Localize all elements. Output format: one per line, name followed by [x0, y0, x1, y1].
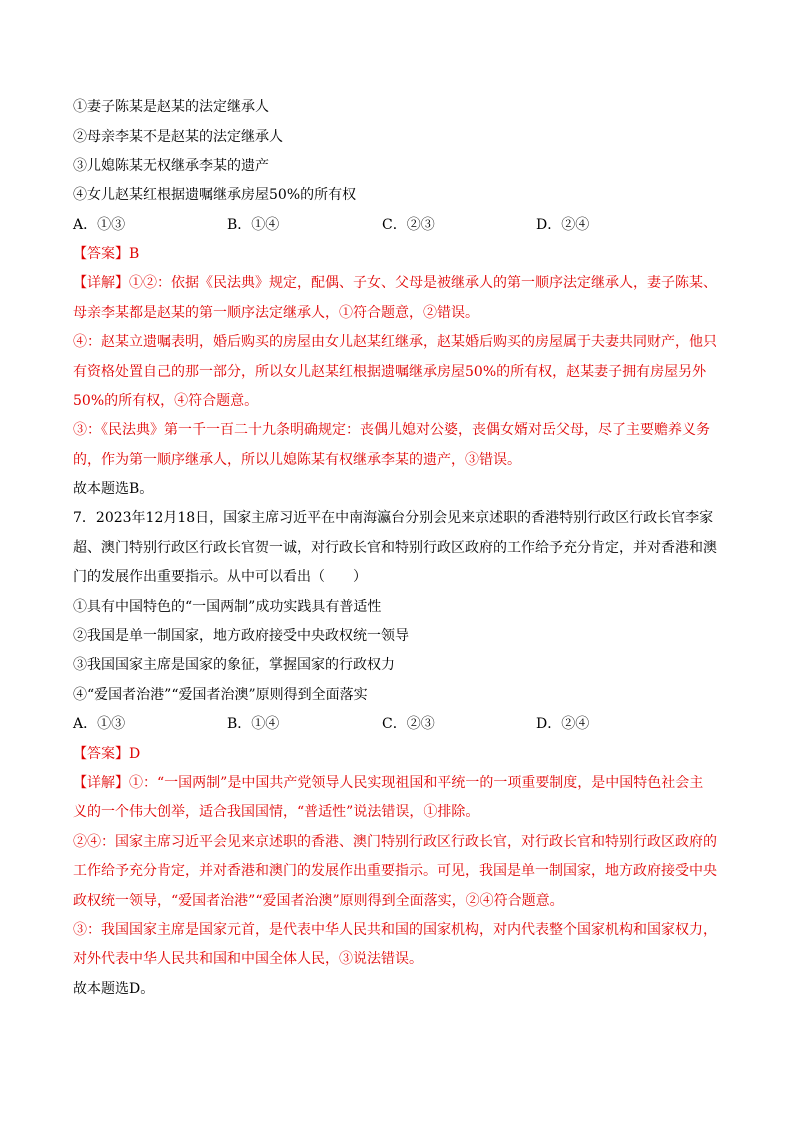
q6-detail-1-line-2: 母亲李某都是赵某的第一顺序法定继承人，①符合题意，②错误。	[73, 305, 479, 321]
q7-stem-line-2: 超、澳门特别行政区行政长官贺一诚，对行政长官和特别行政区政府的工作给予充分肯定，并对香港和澳	[73, 540, 717, 556]
q6-detail-1-line-1: 【详解】①②：依据《民法典》规定，配偶、子女、父母是被继承人的第一顺序法定继承人，妻子陈某、	[73, 275, 717, 291]
q7-option-c: C．②③	[382, 716, 435, 732]
q6-statement-1: ①妻子陈某是赵某的法定继承人	[73, 99, 269, 115]
q7-stem-line-1: 7．2023年12月18日，国家主席习近平在中南海瀛台分别会见来京述职的香港特别行政区行政长官李家	[73, 510, 714, 526]
q6-conclusion: 故本题选B。	[73, 481, 154, 497]
q7-detail-1-line-1: 【详解】①：“一国两制”是中国共产党领导人民实现祖国和平统一的一项重要制度，是中国特色社会主	[73, 775, 704, 791]
q7-conclusion: 故本题选D。	[73, 981, 155, 997]
q6-option-c: C．②③	[382, 217, 435, 233]
q7-statement-3: ③我国国家主席是国家的象征，掌握国家的行政权力	[73, 657, 395, 673]
q7-detail-2-line-3: 政权统一领导，“爱国者治港”“爱国者治澳”原则得到全面落实，②④符合题意。	[73, 893, 564, 909]
q7-detail-1-line-2: 义的一个伟大创举，适合我国国情，“普适性”说法错误，①排除。	[73, 804, 480, 820]
q6-detail-3-line-1: ③：《民法典》第一千一百二十九条明确规定：丧偶儿媳对公婆，丧偶女婿对岳父母，尽了主要赡养义务	[73, 422, 710, 438]
q6-detail-2-line-2: 有资格处置自己的那一部分，所以女儿赵某红根据遗嘱继承房屋50%的所有权，赵某妻子拥有房屋另外	[73, 364, 707, 380]
q6-statement-4: ④女儿赵某红根据遗嘱继承房屋50%的所有权	[73, 187, 357, 203]
q6-detail-3-line-2: 的，作为第一顺序继承人，所以儿媳陈某有权继承李某的遗产，③错误。	[73, 452, 521, 468]
q6-statement-3: ③儿媳陈某无权继承李某的遗产	[73, 158, 269, 174]
q6-detail-2-line-3: 50%的所有权，④符合题意。	[73, 393, 259, 409]
q7-option-a: A．①③	[73, 716, 126, 732]
q6-answer: 【答案】B	[73, 246, 140, 262]
q6-option-b: B．①④	[227, 217, 280, 233]
q6-statement-2: ②母亲李某不是赵某的法定继承人	[73, 129, 283, 145]
q7-option-b: B．①④	[227, 716, 280, 732]
q7-detail-3-line-2: 对外代表中华人民共和国和中国全体人民，③说法错误。	[73, 951, 423, 967]
q6-option-d: D．②④	[536, 217, 590, 233]
q6-detail-2-line-1: ④：赵某立遗嘱表明，婚后购买的房屋由女儿赵某红继承，赵某婚后购买的房屋属于夫妻共同财产，他只	[73, 334, 717, 350]
q7-statement-2: ②我国是单一制国家，地方政府接受中央政权统一领导	[73, 628, 409, 644]
q6-options	[73, 215, 633, 235]
q7-statement-1: ①具有中国特色的“一国两制”成功实践具有普适性	[73, 599, 382, 615]
q6-option-a: A．①③	[73, 217, 126, 233]
q7-options	[73, 714, 633, 734]
q7-statement-4: ④“爱国者治港”“爱国者治澳”原则得到全面落实	[73, 687, 368, 703]
q7-detail-2-line-2: 工作给予充分肯定，并对香港和澳门的发展作出重要指示。可见，我国是单一制国家，地方政府接受中央	[73, 863, 717, 879]
q7-detail-3-line-1: ③：我国国家主席是国家元首，是代表中华人民共和国的国家机构，对内代表整个国家机构和国家权力，	[73, 922, 717, 938]
q7-detail-2-line-1: ②④：国家主席习近平会见来京述职的香港、澳门特别行政区行政长官，对行政长官和特别行政区政府的	[73, 834, 717, 850]
q7-answer: 【答案】D	[73, 746, 141, 762]
q7-stem-line-3: 门的发展作出重要指示。从中可以看出（ ）	[73, 569, 367, 585]
q7-option-d: D．②④	[536, 716, 590, 732]
